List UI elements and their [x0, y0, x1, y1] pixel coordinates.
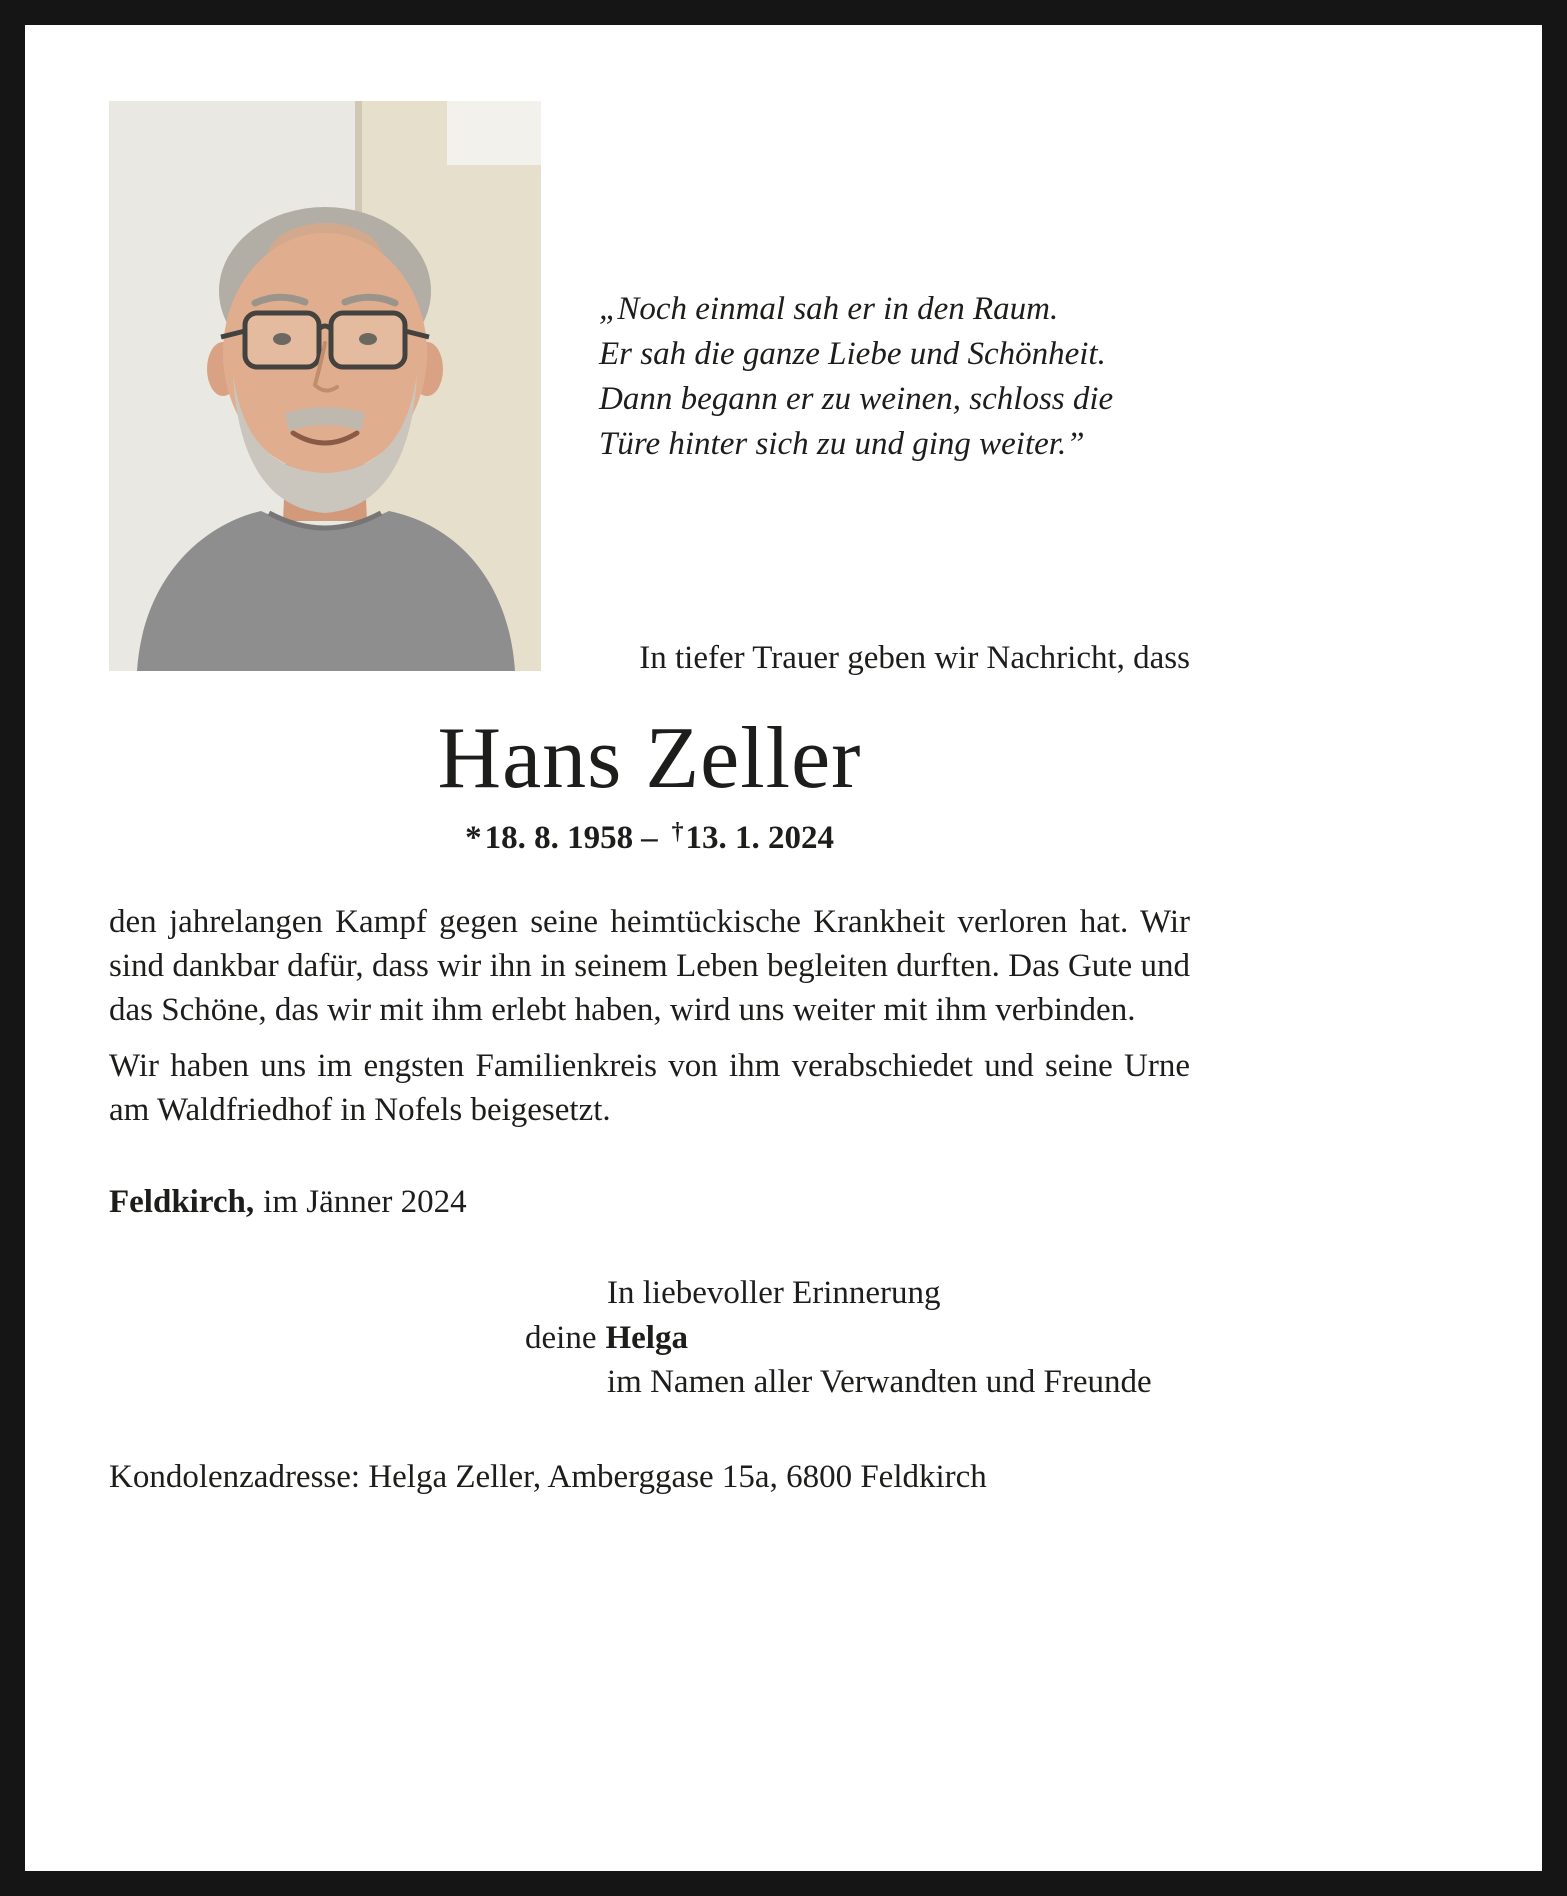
obituary-paragraph: den jahrelangen Kampf gegen seine heimtückische Krankheit verloren hat. Wir sind dankbar dafür, dass wir ihn in seinem Leben begleiten durften. Das Gute und das Schöne, das wir mit ihm erlebt haben, wird uns weiter mit ihm verbinden. — [109, 904, 1190, 1028]
closing-line-relatives: im Namen aller Verwandten und Freunde — [607, 1364, 1152, 1401]
quote-line: Er sah die ganze Liebe und Schönheit. — [599, 335, 1106, 372]
birth-date: 18. 8. 1958 — [484, 820, 634, 857]
life-dates — [109, 819, 1190, 857]
signature-name: Helga — [605, 1319, 688, 1356]
birth-symbol: * — [465, 820, 482, 857]
death-symbol: † — [671, 819, 684, 846]
quote-line: „Noch einmal sah er in den Raum. — [599, 291, 1059, 327]
portrait-photo — [109, 101, 541, 671]
portrait-illustration — [109, 101, 541, 671]
announcement-text: In tiefer Trauer geben wir Nachricht, dass — [639, 640, 1190, 676]
top-section — [109, 101, 1190, 676]
place-name: Feldkirch, — [109, 1184, 255, 1221]
condolence-address: Kondolenzadresse: Helga Zeller, Amberggase 15a, 6800 Feldkirch — [109, 1458, 987, 1495]
closing-block — [525, 1271, 1190, 1405]
obituary-body — [109, 901, 1190, 1132]
obituary-paragraph: Wir haben uns im engsten Familienkreis von ihm verabschiedet und seine Urne am Waldfriedhof in Nofels beigesetzt. — [109, 1048, 1190, 1128]
dates-separator: – — [641, 820, 658, 857]
quote-line: Türe hinter sich zu und ging weiter.” — [599, 425, 1085, 462]
signature-prefix: deine — [525, 1319, 597, 1356]
obituary-page — [25, 25, 1542, 1871]
memorial-quote — [599, 287, 1113, 467]
closing-line-signature — [525, 1316, 1190, 1361]
closing-line-remembrance: In liebevoller Erinnerung — [607, 1275, 941, 1312]
quote-line: Dann begann er zu weinen, schloss die — [599, 380, 1114, 417]
deceased-name: Hans Zeller — [437, 710, 862, 807]
place-date: im Jänner 2024 — [263, 1184, 467, 1221]
death-date: 13. 1. 2024 — [685, 820, 834, 857]
photo-side-column — [541, 101, 1190, 676]
place-date-line — [109, 1184, 1190, 1221]
